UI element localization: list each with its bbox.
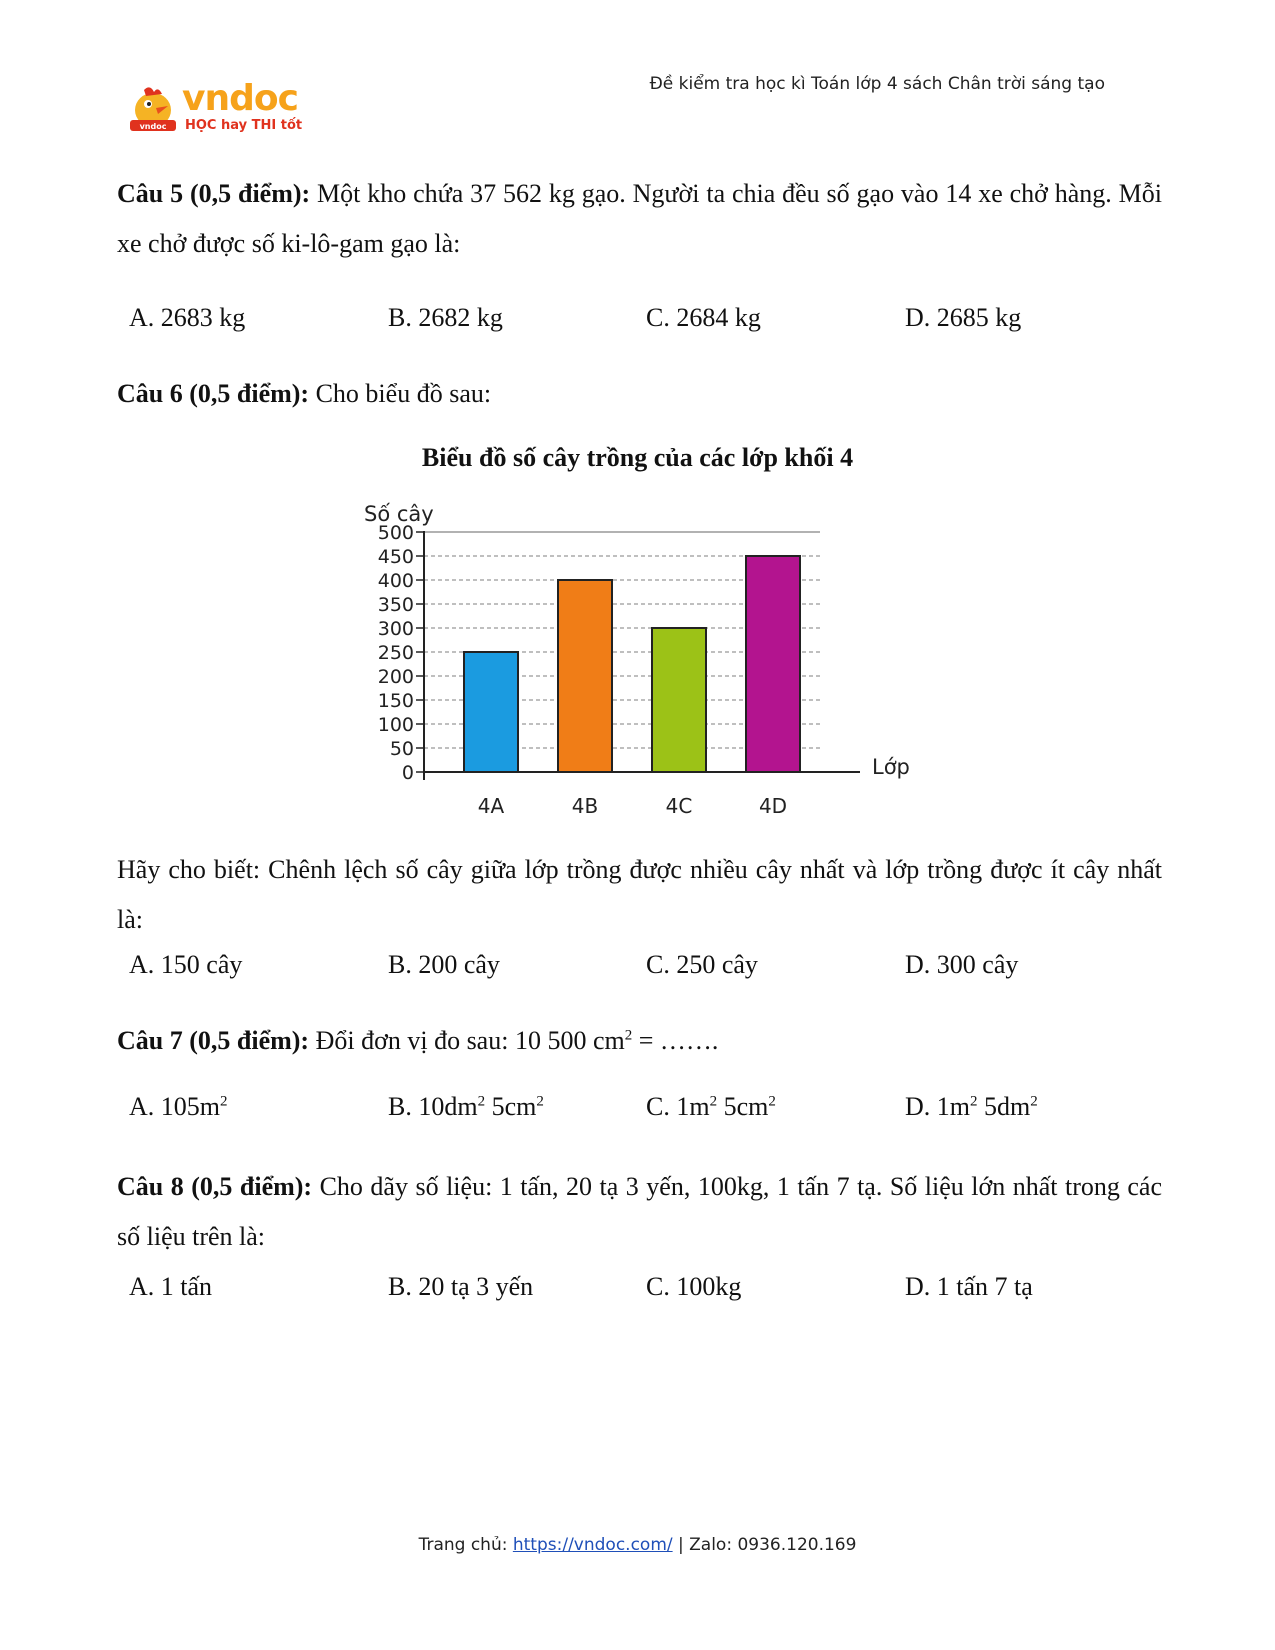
chicken-mascot-icon bbox=[130, 87, 176, 131]
y-tick-label: 100 bbox=[377, 714, 414, 736]
q7-option-a: A. $105m^2$ bbox=[129, 1092, 228, 1121]
question-8-options bbox=[129, 1272, 1169, 1312]
page-footer bbox=[0, 1535, 1275, 1555]
question-5-options bbox=[129, 303, 1169, 343]
document-header-title: Đề kiểm tra học kì Toán lớp 4 sách Chân trời sáng tạo bbox=[649, 74, 1105, 94]
q6-option-a: A. 150 cây bbox=[129, 950, 243, 979]
question-7 bbox=[117, 1016, 1162, 1066]
q8-option-a: A. 1 tấn bbox=[129, 1272, 213, 1301]
q8-option-c: C. 100kg bbox=[646, 1272, 742, 1301]
y-tick-label: 50 bbox=[389, 738, 414, 760]
bar-4b bbox=[558, 580, 612, 772]
question-5-text: Một kho chứa 37 562 kg gạo. Người ta chia đều số gạo vào 14 xe chở hàng. Mỗi xe chở được số ki-lô-gam gạo là: bbox=[117, 179, 1162, 258]
bar-chart bbox=[340, 495, 920, 830]
question-6-label: Câu 6 (0,5 điểm): bbox=[117, 379, 310, 408]
chart-x-ticks bbox=[478, 794, 787, 818]
question-7-label: Câu 7 (0,5 điểm): bbox=[117, 1026, 310, 1055]
y-tick-label: 350 bbox=[377, 594, 414, 616]
logo-slogan: HỌC hay THI tốt bbox=[185, 118, 303, 133]
q7-option-d: D. $1m^2$ $5dm^2$ bbox=[905, 1092, 1038, 1121]
q6-option-c: C. 250 cây bbox=[646, 950, 758, 979]
x-tick-label: 4A bbox=[477, 794, 505, 818]
bar-4a bbox=[464, 652, 518, 772]
q5-option-a: A. 2683 kg bbox=[129, 303, 246, 332]
logo-wordmark: vndoc bbox=[182, 78, 298, 119]
y-tick-label: 300 bbox=[377, 618, 414, 640]
y-tick-label: 150 bbox=[377, 690, 414, 712]
question-7-text-end: = ……. bbox=[632, 1026, 719, 1055]
homepage-link[interactable]: https://vndoc.com/ bbox=[512, 1535, 673, 1555]
q8-option-b: B. 20 tạ 3 yến bbox=[388, 1272, 534, 1301]
footer-prefix: Trang chủ: bbox=[418, 1535, 513, 1555]
q5-option-d: D. 2685 kg bbox=[905, 303, 1022, 332]
q5-option-b: B. 2682 kg bbox=[388, 303, 503, 332]
question-8 bbox=[117, 1162, 1162, 1262]
logo-badge-text: vndoc bbox=[139, 122, 167, 131]
bar-4c bbox=[652, 628, 706, 772]
q6-option-d: D. 300 cây bbox=[905, 950, 1019, 979]
chart-y-axis-label: Số cây bbox=[364, 502, 434, 526]
q5-option-c: C. 2684 kg bbox=[646, 303, 761, 332]
question-6-prompt: Hãy cho biết: Chênh lệch số cây giữa lớp trồng được nhiều cây nhất và lớp trồng được ít cây nhất là: bbox=[117, 855, 1162, 934]
question-8-text: Cho dãy số liệu: 1 tấn, 20 tạ 3 yến, 100kg, 1 tấn 7 tạ. Số liệu lớn nhất trong các số liệu trên là: bbox=[117, 1172, 1163, 1251]
x-tick-label: 4D bbox=[758, 794, 788, 818]
chart-bars bbox=[464, 556, 800, 772]
question-7-sup: 2 bbox=[624, 1027, 633, 1044]
x-tick-label: 4C bbox=[665, 794, 693, 818]
y-tick-label: 0 bbox=[401, 762, 414, 784]
question-8-label: Câu 8 (0,5 điểm): bbox=[117, 1172, 313, 1201]
y-tick-label: 450 bbox=[377, 546, 414, 568]
question-5 bbox=[117, 169, 1162, 269]
y-tick-label: 400 bbox=[377, 570, 414, 592]
q8-option-d: D. 1 tấn 7 tạ bbox=[905, 1272, 1033, 1301]
q7-option-c: C. $1m^2$ $5cm^2$ bbox=[646, 1092, 776, 1121]
question-7-options bbox=[129, 1092, 1169, 1132]
y-tick-label: 250 bbox=[377, 642, 414, 664]
y-tick-label: 200 bbox=[377, 666, 414, 688]
y-tick-label: 500 bbox=[377, 522, 414, 544]
question-5-label: Câu 5 (0,5 điểm): bbox=[117, 179, 311, 208]
question-7-text: Đổi đơn vị đo sau: 10 500 cm bbox=[309, 1026, 625, 1055]
question-6-text: Cho biểu đồ sau: bbox=[309, 379, 492, 408]
chart-x-axis-label: Lớp bbox=[872, 755, 910, 779]
footer-suffix: | Zalo: 0936.120.169 bbox=[672, 1535, 857, 1555]
chart-title: Biểu đồ số cây trồng của các lớp khối 4 bbox=[421, 443, 854, 472]
chart-y-ticks bbox=[378, 522, 424, 784]
x-tick-label: 4B bbox=[571, 794, 599, 818]
bar-4d bbox=[746, 556, 800, 772]
question-6-options bbox=[129, 950, 1169, 990]
q6-option-b: B. 200 cây bbox=[388, 950, 500, 979]
question-6 bbox=[117, 369, 1162, 419]
q7-option-b: B. $10dm^2$ $5cm^2$ bbox=[388, 1092, 544, 1121]
